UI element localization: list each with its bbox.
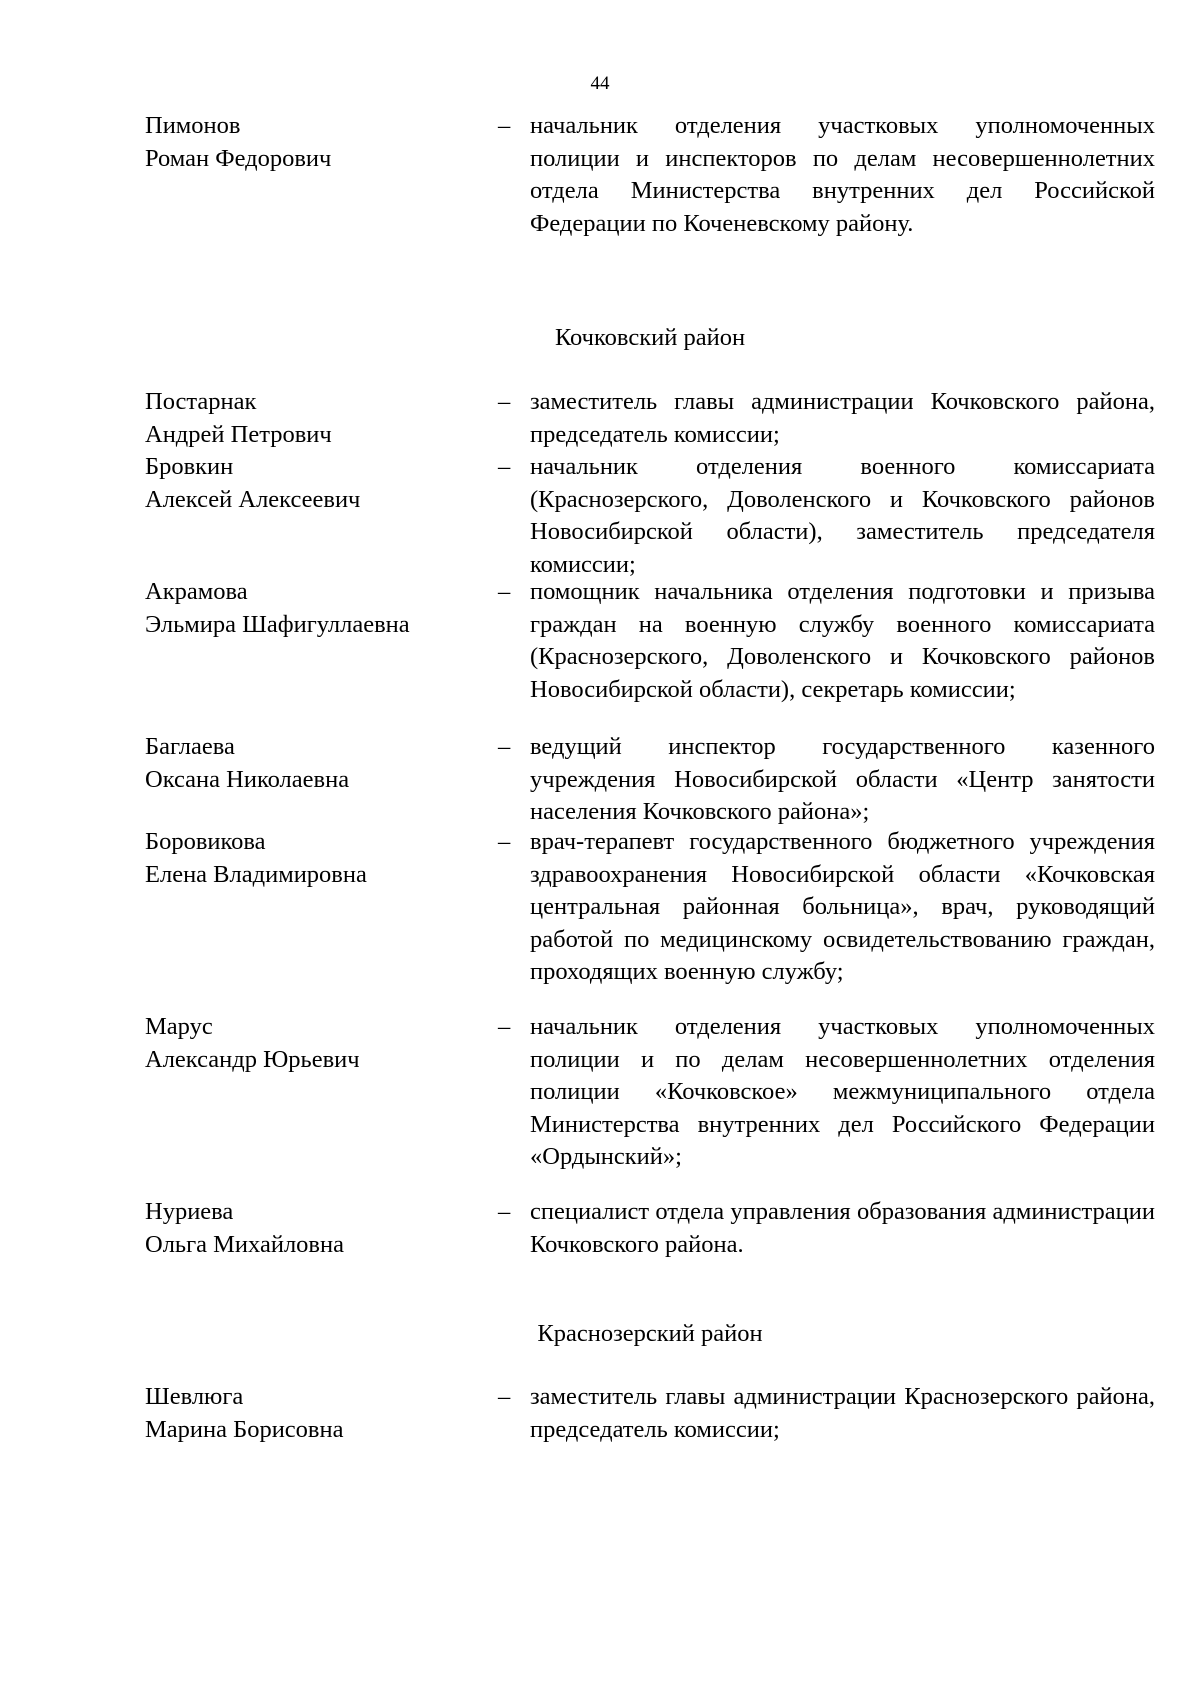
member-position: заместитель главы администрации Краснозерского района, председатель комиссии; bbox=[530, 1383, 1155, 1443]
member-position: помощник начальника отделения подготовки и призыва граждан на военную службу военного комиссариата (Краснозерского, Доволенского и Кочковского районов Новосибирской области), секретарь комиссии; bbox=[530, 578, 1155, 703]
member-name bbox=[145, 110, 485, 175]
member-given-names: Роман Федорович bbox=[145, 144, 332, 172]
member-given-names: Алексей Алексеевич bbox=[145, 485, 361, 513]
member-surname: Постарнак bbox=[145, 388, 257, 415]
member-surname: Пимонов bbox=[145, 112, 241, 139]
member-given-names: Ольга Михайловна bbox=[145, 1230, 344, 1258]
section-title-kochki: Кочковский район bbox=[554, 324, 746, 351]
member-given-names: Марина Борисовна bbox=[145, 1415, 344, 1443]
dash-separator: – bbox=[498, 1383, 511, 1410]
dash-separator: – bbox=[498, 453, 511, 480]
member-given-names: Елена Владимировна bbox=[145, 860, 367, 888]
member-name bbox=[145, 576, 485, 641]
member-position: начальник отделения участковых уполномоченных полиции и инспекторов по делам несовершеннолетних отдела Министерства внутренних дел Российской Федерации по Коченевскому району. bbox=[530, 112, 1155, 237]
member-name bbox=[145, 1196, 485, 1261]
member-position: начальник отделения военного комиссариата (Краснозерского, Доволенского и Кочковского районов Новосибирской области), заместитель председателя комиссии; bbox=[530, 453, 1155, 578]
member-surname: Бровкин bbox=[145, 453, 234, 480]
member-position: ведущий инспектор государственного казенного учреждения Новосибирской области «Центр занятости населения Кочковского района»; bbox=[530, 733, 1155, 825]
member-given-names: Эльмира Шафигуллаевна bbox=[145, 610, 410, 638]
member-position: начальник отделения участковых уполномоченных полиции и по делам несовершеннолетних отделения полиции «Кочковское» межмуниципального отдела Министерства внутренних дел Российского Федерации «Ордынский»; bbox=[530, 1013, 1155, 1170]
member-name bbox=[145, 826, 485, 891]
member-surname: Акрамова bbox=[145, 578, 248, 605]
member-given-names: Оксана Николаевна bbox=[145, 765, 350, 793]
member-surname: Нуриева bbox=[145, 1198, 234, 1225]
member-position: специалист отдела управления образования администрации Кочковского района. bbox=[530, 1198, 1155, 1258]
page-number: 44 bbox=[590, 73, 610, 94]
dash-separator: – bbox=[498, 578, 511, 605]
dash-separator: – bbox=[498, 828, 511, 855]
member-surname: Боровикова bbox=[145, 828, 266, 855]
member-surname: Баглаева bbox=[145, 733, 235, 760]
member-surname: Шевлюга bbox=[145, 1383, 244, 1410]
member-position: врач-терапевт государственного бюджетного учреждения здравоохранения Новосибирской области «Кочковская центральная районная больница», врач, руководящий работой по медицинскому освидетельствованию граждан, проходящих военную службу; bbox=[530, 828, 1155, 985]
member-name bbox=[145, 731, 485, 796]
member-name bbox=[145, 386, 485, 451]
section-title-krasnozersk: Краснозерский район bbox=[537, 1320, 763, 1347]
dash-separator: – bbox=[498, 388, 511, 415]
member-given-names: Андрей Петрович bbox=[145, 420, 332, 448]
member-position: заместитель главы администрации Кочковского района, председатель комиссии; bbox=[530, 388, 1155, 448]
member-name bbox=[145, 1011, 485, 1076]
dash-separator: – bbox=[498, 112, 511, 139]
member-surname: Марус bbox=[145, 1013, 213, 1040]
member-name bbox=[145, 451, 485, 516]
member-given-names: Александр Юрьевич bbox=[145, 1045, 360, 1073]
dash-separator: – bbox=[498, 733, 511, 760]
member-name bbox=[145, 1381, 485, 1446]
dash-separator: – bbox=[498, 1198, 511, 1225]
dash-separator: – bbox=[498, 1013, 511, 1040]
